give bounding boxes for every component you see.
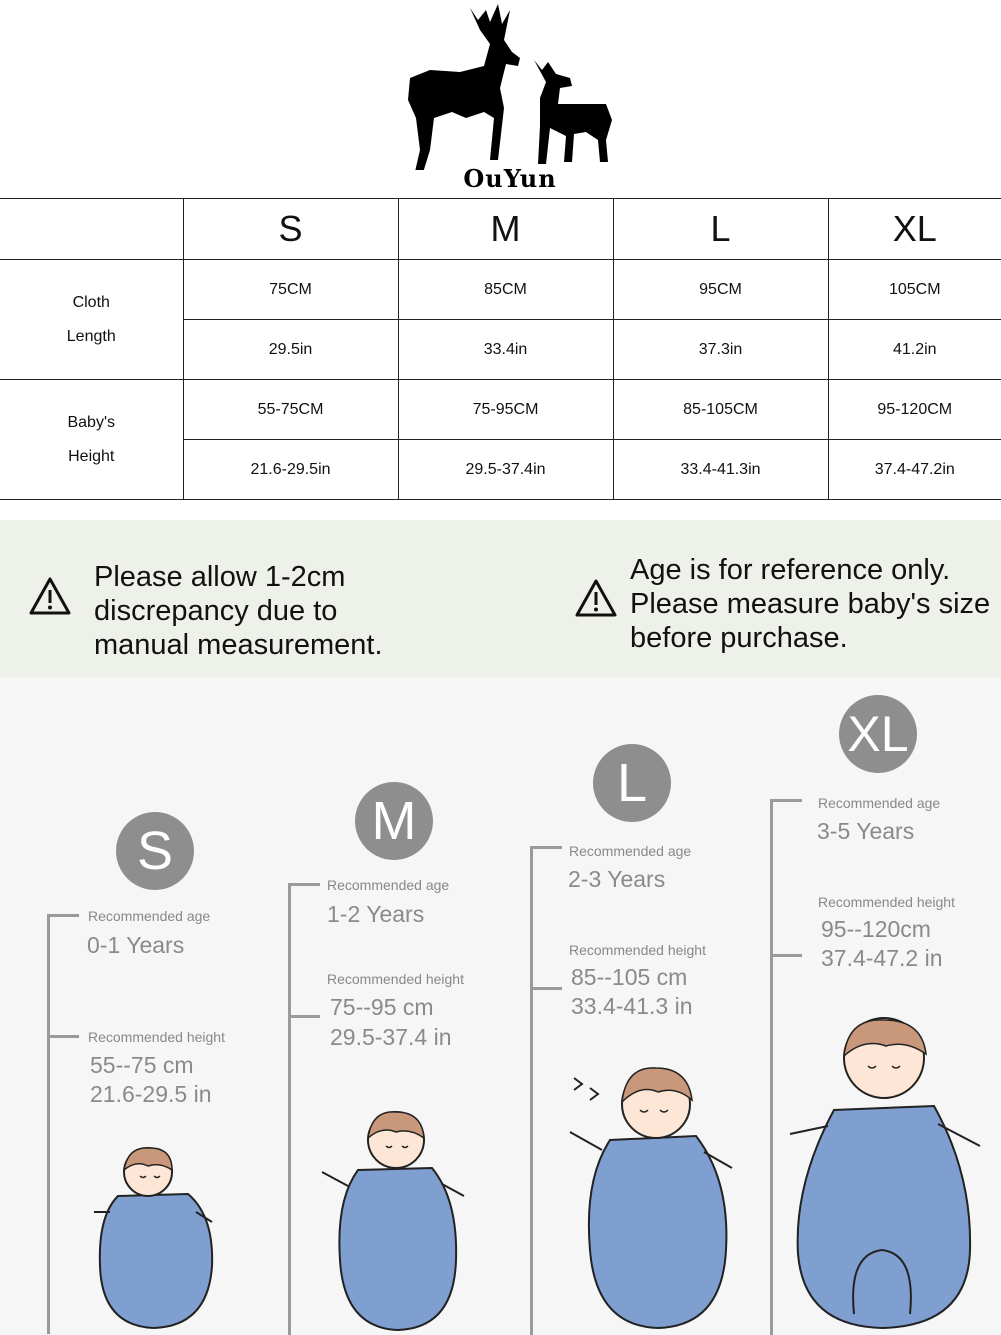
measure-tick (530, 987, 562, 990)
recommended-age-value: 1-2 Years (327, 901, 425, 927)
measure-tick (530, 846, 562, 849)
measure-tick (770, 954, 802, 957)
recommended-height-cm: 95--120cm (821, 916, 931, 942)
measure-tick (288, 1015, 320, 1018)
table-cell: 95-120CM (828, 380, 1001, 440)
table-corner-cell (0, 199, 183, 260)
recommended-height-in: 37.4-47.2 in (821, 945, 943, 971)
recommended-height-label: Recommended height (569, 942, 706, 958)
measure-tick (770, 799, 802, 802)
table-cell: 41.2in (828, 320, 1001, 380)
size-badge-xl: XL (839, 695, 917, 773)
recommended-height-label: Recommended height (327, 971, 464, 987)
measure-tick (47, 1035, 79, 1038)
recommended-height-label: Recommended height (88, 1029, 225, 1045)
table-cell: 29.5-37.4in (398, 440, 613, 500)
deer-logo-icon (400, 0, 620, 170)
size-table (0, 198, 1001, 500)
measure-tick (288, 883, 320, 886)
recommended-age-value: 2-3 Years (568, 866, 666, 892)
notice-band (0, 520, 1001, 678)
table-row (0, 380, 1001, 440)
notice-line: discrepancy due to (94, 595, 338, 627)
recommended-age-value: 3-5 Years (817, 818, 915, 844)
recommended-height-cm: 85--105 cm (571, 964, 688, 990)
recommended-age-label: Recommended age (327, 877, 450, 893)
size-header-xl: XL (828, 199, 1001, 260)
notice-age-reference (630, 553, 990, 655)
recommended-height-cm: 75--95 cm (330, 994, 434, 1020)
size-badge-s: S (116, 812, 194, 890)
notice-measurement (94, 560, 383, 662)
table-cell: 85CM (398, 260, 613, 320)
brand-logo (400, 0, 620, 195)
baby-sleeping-bag-l-icon (560, 1050, 740, 1334)
row-label-babys-height (0, 380, 183, 500)
measure-bracket (530, 846, 533, 1335)
brand-name: OuYun (463, 164, 557, 193)
baby-sleeping-bag-s-icon (88, 1136, 220, 1334)
table-cell: 29.5in (183, 320, 398, 380)
notice-line: Age is for reference only. (630, 554, 951, 586)
size-badge-l: L (593, 744, 671, 822)
recommended-height-label: Recommended height (818, 894, 955, 910)
table-cell: 33.4in (398, 320, 613, 380)
table-cell: 37.3in (613, 320, 828, 380)
measure-tick (47, 914, 79, 917)
size-header-m: M (398, 199, 613, 260)
recommended-age-label: Recommended age (88, 908, 211, 924)
table-cell: 95CM (613, 260, 828, 320)
row-label-line: Baby's Height (67, 413, 116, 465)
notice-line: Please allow 1-2cm (94, 561, 346, 593)
warning-icon (574, 578, 618, 618)
measure-bracket (288, 883, 291, 1335)
recommended-age-value: 0-1 Years (87, 932, 185, 958)
table-cell: 55-75CM (183, 380, 398, 440)
measure-bracket (47, 914, 50, 1334)
table-cell: 33.4-41.3in (613, 440, 828, 500)
row-label-cloth-length (0, 260, 183, 380)
recommended-height-cm: 55--75 cm (90, 1052, 194, 1078)
baby-sleeping-bag-m-icon (318, 1100, 468, 1334)
table-header-row (0, 199, 1001, 260)
table-row (0, 260, 1001, 320)
recommended-height-in: 29.5-37.4 in (330, 1024, 452, 1050)
size-header-l: L (613, 199, 828, 260)
warning-icon (28, 576, 72, 616)
table-cell: 75CM (183, 260, 398, 320)
table-cell: 85-105CM (613, 380, 828, 440)
measure-bracket (770, 799, 773, 1335)
table-cell: 37.4-47.2in (828, 440, 1001, 500)
recommended-age-label: Recommended age (569, 843, 692, 859)
size-badge-m: M (355, 782, 433, 860)
table-cell: 105CM (828, 260, 1001, 320)
notice-line: manual measurement. (94, 629, 383, 661)
notice-line: Please measure baby's size (630, 588, 991, 620)
table-cell: 21.6-29.5in (183, 440, 398, 500)
recommended-height-in: 33.4-41.3 in (571, 993, 693, 1019)
size-guide (0, 678, 1001, 1335)
notice-line: before purchase. (630, 622, 848, 654)
size-header-s: S (183, 199, 398, 260)
recommended-height-in: 21.6-29.5 in (90, 1081, 212, 1107)
row-label-line: Cloth Length (66, 293, 116, 345)
recommended-age-label: Recommended age (818, 795, 941, 811)
baby-sleeping-bag-xl-icon (784, 1014, 984, 1334)
table-cell: 75-95CM (398, 380, 613, 440)
